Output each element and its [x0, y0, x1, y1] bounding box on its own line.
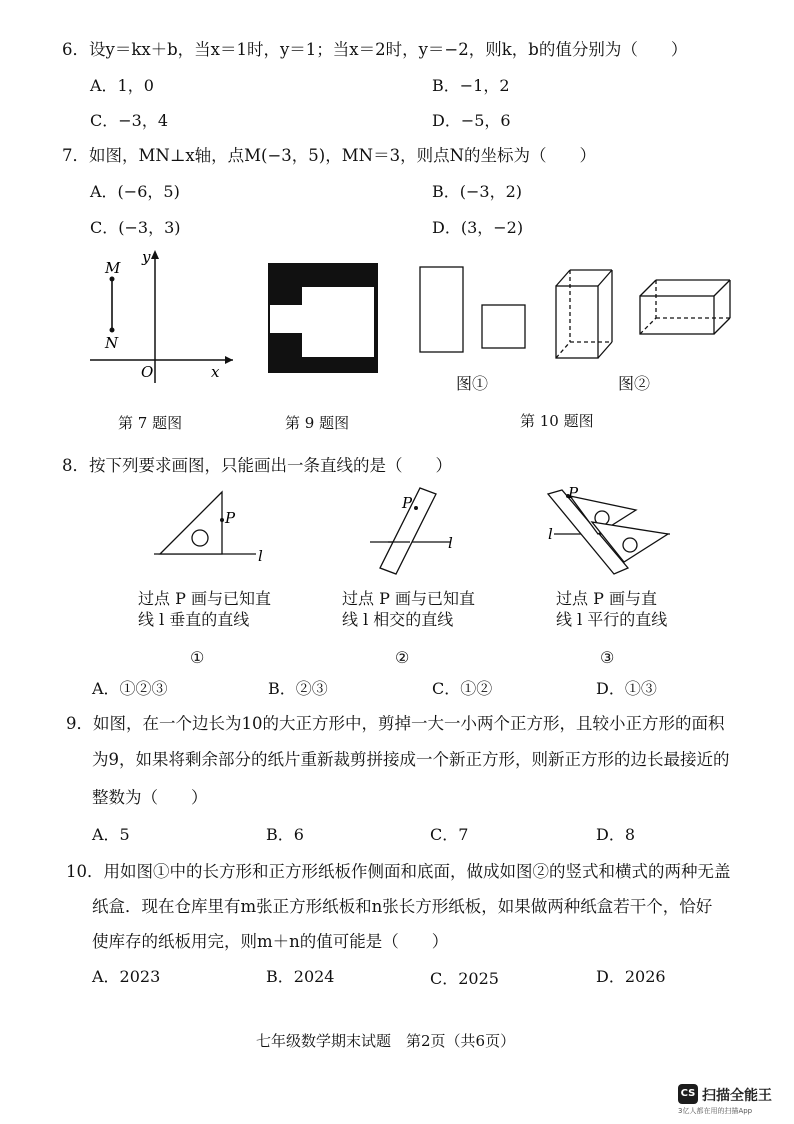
fig8-2-number: ② [395, 648, 410, 667]
q9-option-a: A．5 [92, 825, 130, 844]
figure-8-2 [360, 486, 470, 576]
label-l: l [258, 547, 263, 565]
fig8-3-number: ③ [600, 648, 615, 667]
figure-7 [85, 248, 235, 388]
square-board [482, 305, 525, 348]
fig8-2-text-2: 线 l 相交的直线 [342, 610, 454, 629]
q9-line-3: 整数为（ ） [92, 788, 208, 807]
q6-option-c: C．−3，4 [90, 111, 169, 130]
q9-line-2: 为9，如果将剩余部分的纸片重新裁剪拼接成一个新正方形，则新正方形的边长最接近的 [92, 750, 730, 769]
caption-fig10: 第 10 题图 [520, 412, 594, 430]
fig8-1-text-1: 过点 P 画与已知直 [138, 589, 271, 608]
label-m: M [105, 259, 121, 277]
page-footer: 七年级数学期末试题 第2页（共6页） [256, 1032, 516, 1050]
fig8-3-text-1: 过点 P 画与直 [556, 589, 657, 608]
point-n [110, 328, 115, 333]
scanner-watermark [678, 1084, 788, 1116]
q10-line-3: 使库存的纸板用完，则m＋n的值可能是（ ） [92, 932, 449, 951]
set-square [160, 492, 222, 554]
label-p: P [568, 486, 579, 502]
cut-large-square [302, 287, 374, 357]
watermark-subtitle: 3亿人都在用的扫描App [678, 1107, 753, 1115]
q6-option-b: B．−1，2 [432, 76, 510, 95]
rectangle-board [420, 267, 463, 352]
label-l: l [448, 534, 453, 552]
q7-option-d: D．(3，−2) [432, 218, 524, 237]
cut-small-square [270, 305, 302, 333]
q9-option-b: B．6 [266, 825, 304, 844]
fig8-2-text-1: 过点 P 画与已知直 [342, 589, 475, 608]
figure-9 [268, 263, 380, 375]
figure-10 [410, 262, 740, 372]
q8-stem: 8．按下列要求画图，只能画出一条直线的是（ ） [62, 456, 452, 475]
q7-option-c: C．(−3，3) [90, 218, 181, 237]
point-p [414, 506, 418, 510]
fig8-1-text-2: 线 l 垂直的直线 [138, 610, 250, 629]
fig8-1-number: ① [190, 648, 205, 667]
q9-line-1: 9．如图，在一个边长为10的大正方形中，剪掉一大一小两个正方形，且较小正方形的面积 [66, 714, 725, 733]
caption-fig9: 第 9 题图 [285, 414, 350, 432]
x-axis-arrow [225, 356, 233, 364]
label-y: y [142, 248, 151, 266]
q6-option-a: A．1，0 [90, 76, 154, 95]
label-x: x [211, 363, 220, 381]
q8-option-c: C．①② [432, 679, 493, 698]
label-p: P [225, 509, 236, 527]
point-m [110, 277, 115, 282]
fig10-label-2: 图② [618, 374, 651, 393]
caption-fig7: 第 7 题图 [118, 414, 183, 432]
label-l: l [548, 525, 553, 543]
q10-line-1: 10．用如图①中的长方形和正方形纸板作侧面和底面，做成如图②的竖式和横式的两种无盖 [66, 862, 731, 881]
q8-option-d: D．①③ [596, 679, 657, 698]
figure-8-1 [140, 490, 280, 570]
y-axis-arrow [151, 250, 159, 259]
q6-stem: 6．设y＝kx＋b，当x＝1时，y＝1；当x＝2时，y＝−2，则k，b的值分别为（ ） [62, 40, 688, 59]
q10-option-b: B．2024 [266, 967, 335, 986]
point-p [220, 518, 224, 522]
figure-8-3 [540, 486, 680, 576]
cs-logo-icon: CS [678, 1084, 698, 1104]
q9-option-d: D．8 [596, 825, 636, 844]
label-origin: O [141, 363, 154, 381]
fig8-3-text-2: 线 l 平行的直线 [556, 610, 668, 629]
vertical-box [556, 270, 612, 358]
q10-line-2: 纸盒．现在仓库里有m张正方形纸板和n张长方形纸板，如果做两种纸盒若干个，恰好 [92, 897, 713, 916]
q7-stem: 7．如图，MN⊥x轴，点M(−3，5)，MN＝3，则点N的坐标为（ ） [62, 146, 597, 165]
q7-option-b: B．(−3，2) [432, 182, 523, 201]
q9-option-c: C．7 [430, 825, 469, 844]
q8-option-a: A．①②③ [92, 679, 168, 698]
horizontal-box [640, 280, 730, 334]
q8-option-b: B．②③ [268, 679, 328, 698]
q10-option-a: A．2023 [92, 967, 161, 986]
q10-option-c: C．2025 [430, 969, 499, 988]
fig10-label-1: 图① [456, 374, 489, 393]
watermark-name: 扫描全能王 [702, 1088, 772, 1104]
label-p: P [402, 494, 413, 512]
q7-option-a: A．(−6，5) [90, 182, 180, 201]
q6-option-d: D．−5，6 [432, 111, 511, 130]
label-n: N [105, 334, 119, 352]
q10-option-d: D．2026 [596, 967, 666, 986]
